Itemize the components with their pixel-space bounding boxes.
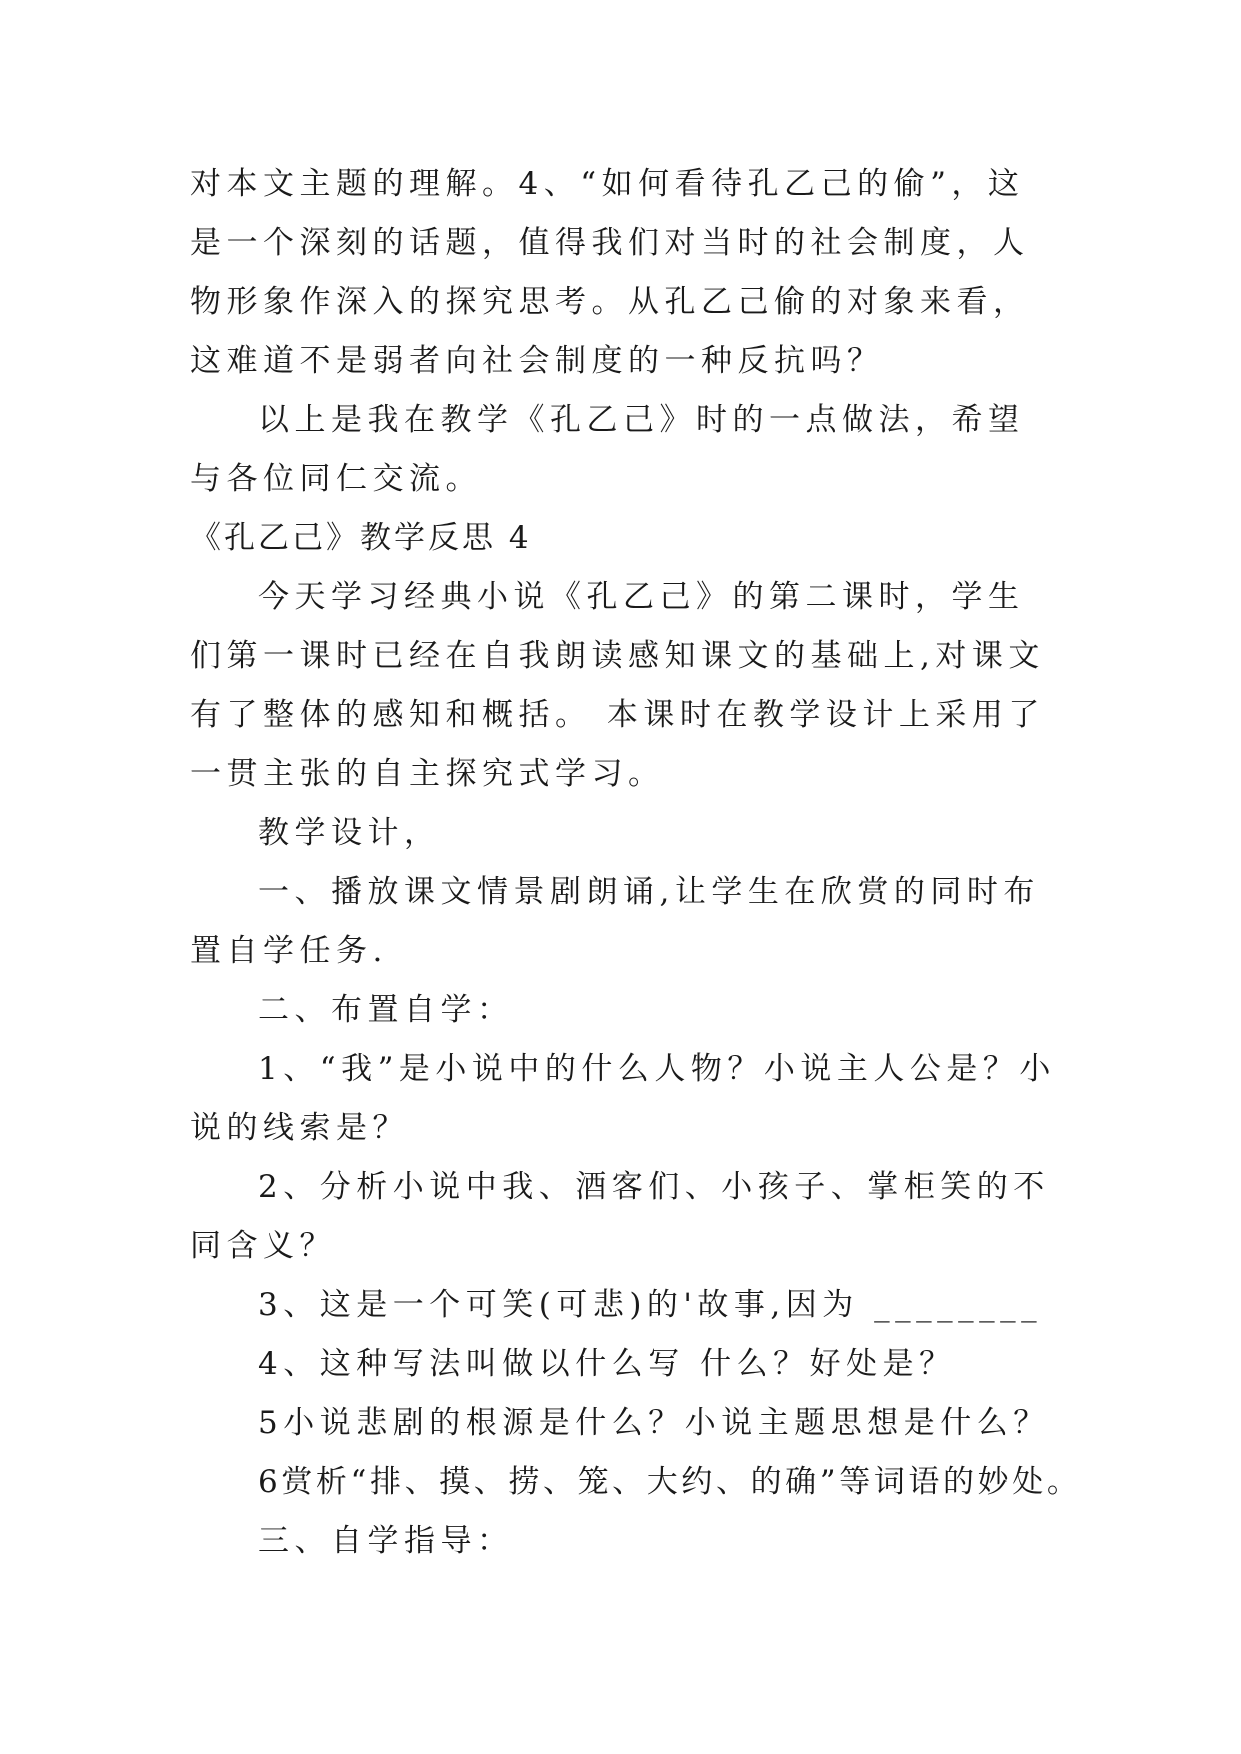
list-item-question-1: 1、“我”是小说中的什么人物？小说主人公是？小说的线索是？ xyxy=(190,1051,1056,1146)
paragraph-intro: 今天学习经典小说《孔乙己》的第二课时，学生们第一课时已经在自我朗读感知课文的基础上,对课文有了整体的感知和概括。 本课时在教学设计上采用了一贯主张的自主探究式学习。 xyxy=(190,579,1045,792)
section-heading: 《孔乙己》教学反思 4 xyxy=(190,520,532,556)
paragraph-theme-understanding: 对本文主题的理解。4、“如何看待孔乙己的偷”，这是一个深刻的话题，值得我们对当时的社会制度，人物形象作深入的探究思考。从孔乙己偷的对象来看，这难道不是弱者向社会制度的一种反抗吗？ xyxy=(190,166,1030,379)
list-item-step-3: 三、自学指导： xyxy=(258,1523,514,1559)
list-item-step-2: 二、布置自学： xyxy=(258,992,514,1028)
paragraph-teaching-design: 教学设计， xyxy=(258,815,441,851)
list-item-question-2: 2、分析小说中我、酒客们、小孩子、掌柜笑的不同含义？ xyxy=(190,1169,1050,1264)
list-item-step-1: 一、播放课文情景剧朗诵,让学生在欣赏的同时布置自学任务. xyxy=(190,874,1040,969)
list-item-question-5: 5小说悲剧的根源是什么？小说主题思想是什么？ xyxy=(258,1405,1050,1441)
list-item-question-4: 4、这种写法叫做以什么写 什么？好处是？ xyxy=(258,1346,956,1382)
document-body xyxy=(190,155,1082,1571)
paragraph-closing-remarks: 以上是我在教学《孔乙己》时的一点做法，希望与各位同仁交流。 xyxy=(190,402,1025,497)
list-item-question-3: 3、这是一个可笑(可悲)的'故事,因为 ________ xyxy=(258,1287,1043,1323)
list-item-question-6: 6赏析“排、摸、捞、笼、大约、的确”等词语的妙处。 xyxy=(258,1464,1082,1500)
